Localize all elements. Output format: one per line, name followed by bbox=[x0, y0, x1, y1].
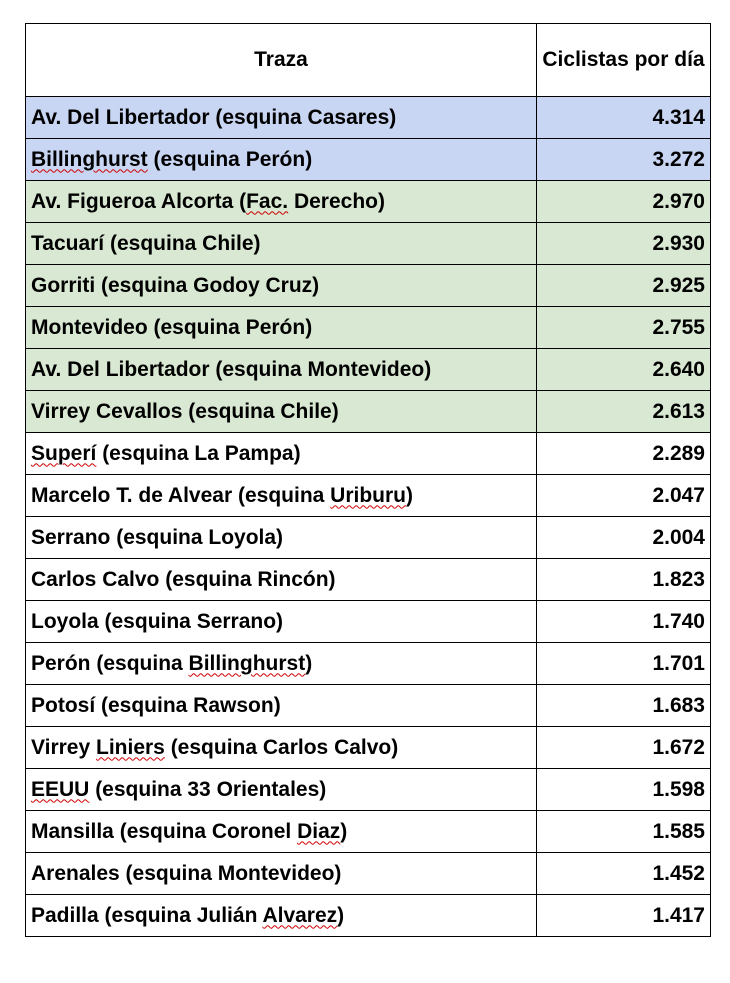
traza-text: Av. Del Libertador (esquina Montevideo) bbox=[31, 357, 432, 381]
table-row bbox=[26, 811, 711, 853]
table-row bbox=[26, 727, 711, 769]
table-row bbox=[26, 685, 711, 727]
column-header-ciclistas: Ciclistas por día bbox=[537, 24, 711, 97]
ciclistas-cell: 2.640 bbox=[537, 349, 711, 391]
traza-cell bbox=[26, 391, 537, 433]
traza-text: ) bbox=[337, 903, 345, 927]
ciclistas-cell: 2.613 bbox=[537, 391, 711, 433]
traza-text: Virrey bbox=[31, 735, 96, 759]
traza-text: Serrano (esquina Loyola) bbox=[31, 525, 284, 549]
table-row bbox=[26, 853, 711, 895]
table-row bbox=[26, 307, 711, 349]
table-row bbox=[26, 559, 711, 601]
table-row bbox=[26, 139, 711, 181]
traza-text: Av. Del Libertador (esquina Casares) bbox=[31, 105, 397, 129]
traza-cell bbox=[26, 139, 537, 181]
ciclistas-cell: 2.970 bbox=[537, 181, 711, 223]
table-row bbox=[26, 433, 711, 475]
traza-text: (esquina 33 Orientales) bbox=[89, 777, 327, 801]
ciclistas-cell: 1.823 bbox=[537, 559, 711, 601]
ciclistas-cell: 4.314 bbox=[537, 97, 711, 139]
traza-text: Tacuarí (esquina Chile) bbox=[31, 231, 261, 255]
table-row bbox=[26, 391, 711, 433]
traza-text-spellcheck: Uriburu bbox=[330, 483, 406, 507]
traza-text: Arenales (esquina Montevideo) bbox=[31, 861, 342, 885]
traza-cell bbox=[26, 433, 537, 475]
ciclistas-cell: 1.598 bbox=[537, 769, 711, 811]
traza-text: Loyola (esquina Serrano) bbox=[31, 609, 284, 633]
traza-cell bbox=[26, 727, 537, 769]
table-row bbox=[26, 895, 711, 937]
traza-cell bbox=[26, 97, 537, 139]
traza-text: Gorriti (esquina Godoy Cruz) bbox=[31, 273, 320, 297]
traza-text: ) bbox=[305, 651, 313, 675]
ciclistas-cell: 2.289 bbox=[537, 433, 711, 475]
ciclistas-cell: 1.683 bbox=[537, 685, 711, 727]
ciclistas-cell: 1.701 bbox=[537, 643, 711, 685]
traza-text-spellcheck: Fac. bbox=[246, 189, 289, 213]
traza-text-spellcheck: Superí bbox=[31, 441, 97, 465]
traza-cell bbox=[26, 181, 537, 223]
ciclistas-cell: 3.272 bbox=[537, 139, 711, 181]
ciclistas-cell: 1.452 bbox=[537, 853, 711, 895]
traza-cell bbox=[26, 811, 537, 853]
table-row bbox=[26, 517, 711, 559]
table-body bbox=[26, 97, 711, 937]
traza-text: (esquina La Pampa) bbox=[96, 441, 301, 465]
traza-text-spellcheck: Alvarez bbox=[262, 903, 338, 927]
traza-text: Padilla (esquina Julián bbox=[31, 903, 263, 927]
traza-cell bbox=[26, 769, 537, 811]
bike-count-table bbox=[25, 23, 711, 937]
ciclistas-cell: 2.047 bbox=[537, 475, 711, 517]
ciclistas-cell: 1.740 bbox=[537, 601, 711, 643]
traza-cell bbox=[26, 643, 537, 685]
traza-text: Potosí (esquina Rawson) bbox=[31, 693, 281, 717]
traza-text: Montevideo (esquina Perón) bbox=[31, 315, 313, 339]
traza-text: Virrey Cevallos (esquina Chile) bbox=[31, 399, 339, 423]
traza-cell bbox=[26, 685, 537, 727]
table-row bbox=[26, 265, 711, 307]
traza-text: Perón (esquina bbox=[31, 651, 189, 675]
traza-text-spellcheck: Liniers bbox=[96, 735, 165, 759]
table-row bbox=[26, 475, 711, 517]
traza-cell bbox=[26, 349, 537, 391]
traza-cell bbox=[26, 895, 537, 937]
traza-text: Av. Figueroa Alcorta ( bbox=[31, 189, 247, 213]
table-row bbox=[26, 223, 711, 265]
ciclistas-cell: 2.004 bbox=[537, 517, 711, 559]
traza-cell bbox=[26, 559, 537, 601]
traza-cell bbox=[26, 265, 537, 307]
ciclistas-cell: 1.585 bbox=[537, 811, 711, 853]
traza-text-spellcheck: Billinghurst bbox=[188, 651, 306, 675]
traza-text: ) bbox=[340, 819, 348, 843]
traza-text: ) bbox=[406, 483, 413, 507]
table-row bbox=[26, 643, 711, 685]
ciclistas-cell: 1.672 bbox=[537, 727, 711, 769]
table-row bbox=[26, 601, 711, 643]
column-header-traza: Traza bbox=[26, 24, 537, 97]
ciclistas-cell: 2.755 bbox=[537, 307, 711, 349]
traza-text: Derecho) bbox=[288, 189, 385, 213]
traza-cell bbox=[26, 517, 537, 559]
table-row bbox=[26, 97, 711, 139]
traza-text-spellcheck: Diaz bbox=[297, 819, 341, 843]
table-row bbox=[26, 181, 711, 223]
ciclistas-cell: 2.930 bbox=[537, 223, 711, 265]
ciclistas-cell: 2.925 bbox=[537, 265, 711, 307]
traza-cell bbox=[26, 853, 537, 895]
traza-text: (esquina Carlos Calvo) bbox=[164, 735, 399, 759]
traza-cell bbox=[26, 307, 537, 349]
traza-text: Carlos Calvo (esquina Rincón) bbox=[31, 567, 336, 591]
traza-text-spellcheck: EEUU bbox=[31, 777, 90, 801]
table-row bbox=[26, 769, 711, 811]
traza-text: Marcelo T. de Alvear (esquina bbox=[31, 483, 331, 507]
traza-cell bbox=[26, 601, 537, 643]
traza-cell bbox=[26, 223, 537, 265]
traza-text-spellcheck: Billinghurst bbox=[31, 147, 148, 171]
traza-text: Mansilla (esquina Coronel bbox=[31, 819, 298, 843]
traza-text: (esquina Perón) bbox=[147, 147, 313, 171]
table-header-row bbox=[26, 24, 711, 97]
table-row bbox=[26, 349, 711, 391]
ciclistas-cell: 1.417 bbox=[537, 895, 711, 937]
traza-cell bbox=[26, 475, 537, 517]
